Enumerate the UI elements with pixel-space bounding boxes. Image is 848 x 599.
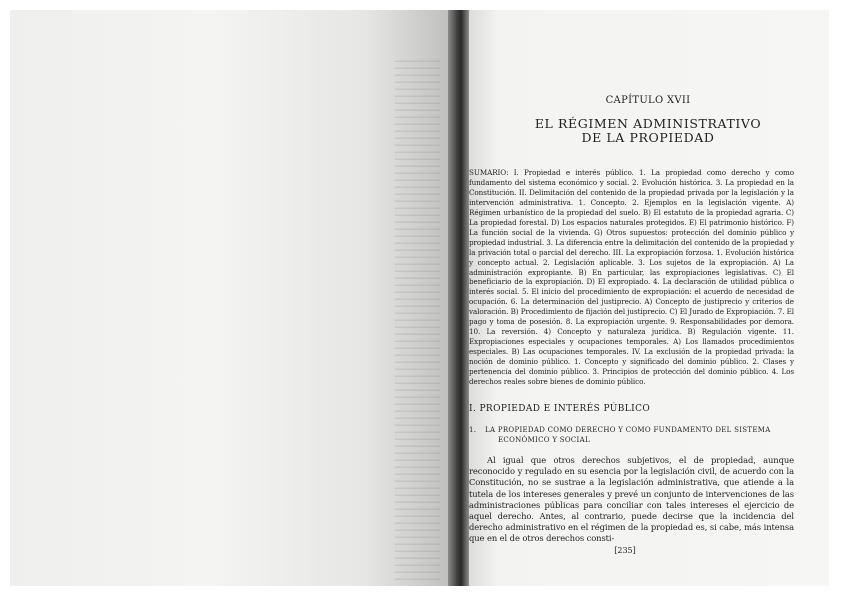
chapter-label: CAPÍTULO XVII: [605, 95, 691, 106]
subsection-title-line-2: ECONÓMICO Y SOCIAL: [498, 436, 590, 444]
book-gutter: [448, 10, 470, 586]
chapter-title-line-1: EL RÉGIMEN ADMINISTRATIVO: [534, 116, 762, 131]
show-through-bleed: [395, 60, 440, 580]
page-number: [235]: [614, 546, 636, 555]
subsection-number: 1.: [469, 426, 477, 434]
body-paragraph: Al igual que otros derechos subjetivos, el de propiedad, aunque reconocido y regulado en su esencia por la legislación civil, de acuerdo con la Constitución, no se sustrae a la legislación administrativa, que atiende a la tutela de los intereses generales y prevé un conjunto de intervenciones de las administraciones públicas para conciliar con tales intereses el ejercicio de aquel derecho. Antes, al contrario, puede decirse que la incidencia del derecho administrativo en el régimen de la propiedad es, si cabe, más intensa que en el de otros derechos consti-: [469, 455, 794, 544]
subsection-heading: [469, 425, 789, 445]
chapter-title-line-2: DE LA PROPIEDAD: [581, 130, 715, 145]
chapter-title: [470, 117, 826, 145]
left-page-blank: [10, 10, 455, 586]
section-heading: I. PROPIEDAD E INTERÉS PÚBLICO: [469, 404, 651, 414]
subsection-title-line-1: LA PROPIEDAD COMO DERECHO Y COMO FUNDAMENTO DEL SISTEMA: [485, 426, 771, 434]
chapter-summary: SUMARIO: I. Propiedad e interés público. 1. La propiedad como derecho y como fundamento del sistema económico y social. 2. Evolución histórica. 3. La propiedad en la Constitución. II. Delimitación del contenido de la propiedad privada por la legislación y la intervención administrativa. 1. Concepto. 2. Ejemplos en la legislación vigente. A) Régimen urbanístico de la propiedad del suelo. B) El estatuto de la propiedad agraria. C) La propiedad forestal. D) Los espacios naturales protegidos. E) El patrimonio histórico. F) La función social de la vivienda. G) Otros supuestos: protección del dominio público y propiedad industrial. 3. La diferencia entre la delimitación del contenido de la propiedad y la privación total o parcial del derecho. III. La expropiación forzosa. 1. Evolución histórica y concepto actual. 2. Legislación aplicable. 3. Los sujetos de la expropiación. A) La administración expropiante. B) En particular, las expropiaciones legislativas. C) El beneficiario de la expropiación. D) El expropiado. 4. La declaración de utilidad pública o interés social. 5. El inicio del procedimiento de expropiación: el acuerdo de necesidad de ocupación. 6. La determinación del justiprecio. A) Concepto de justiprecio y criterios de valoración. B) Procedimiento de fijación del justiprecio. C) El Jurado de Expropiación. 7. El pago y toma de posesión. 8. La expropiación urgente. 9. Responsabilidades por demora. 10. La reversión. 4) Concepto y naturaleza jurídica. B) Regulación vigente. 11. Expropiaciones especiales y ocupaciones temporales. A) Los llamados procedimientos especiales. B) Las ocupaciones temporales. IV. La exclusión de la propiedad privada: la noción de dominio público. 1. Concepto y significado del dominio público. 2. Clases y pertenencia del dominio público. 3. Principios de protección del dominio público. 4. Los derechos reales sobre bienes de dominio público.: [469, 168, 794, 387]
